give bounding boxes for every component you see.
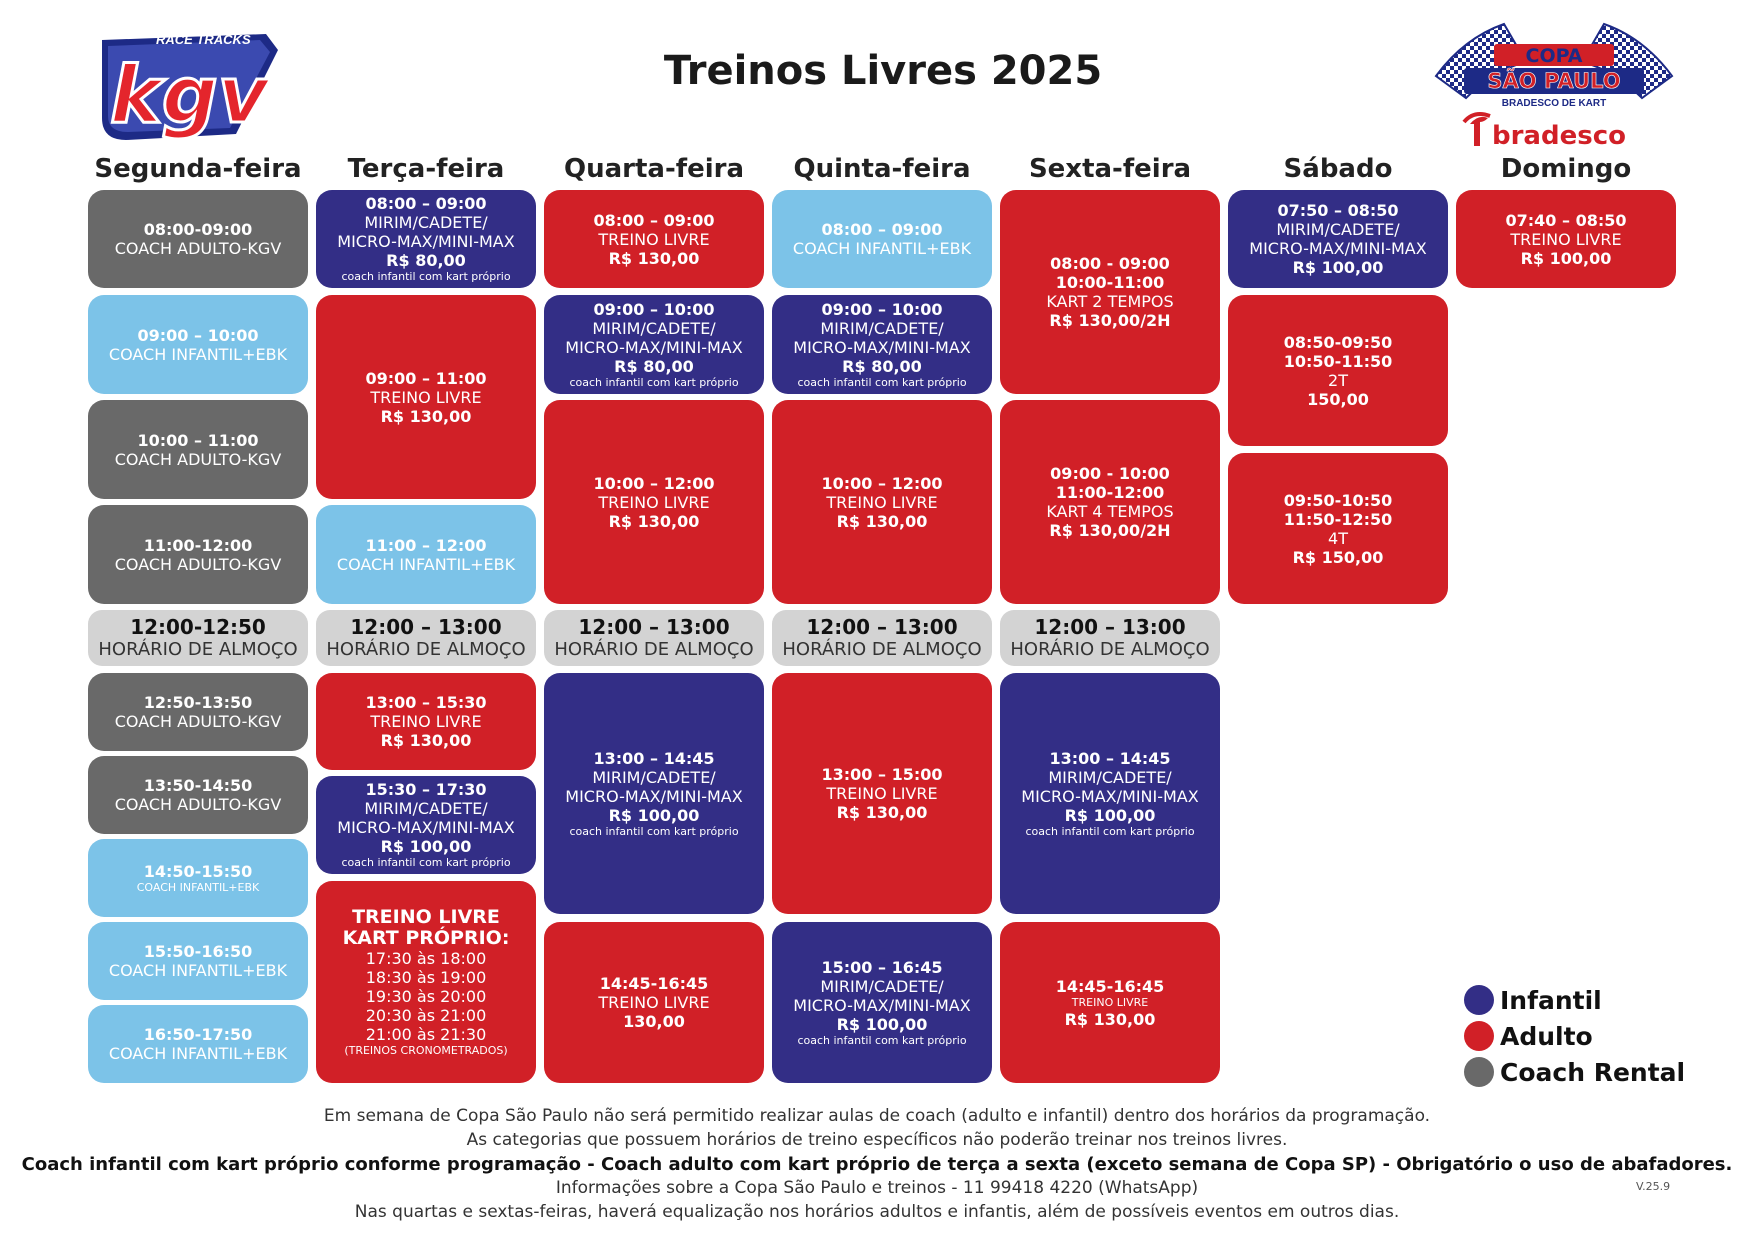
block-line: coach infantil com kart próprio [569,824,739,838]
block-line: TREINO LIVRE [1510,229,1622,249]
schedule-block [1000,922,1220,1083]
block-line: 12:00 – 13:00 [350,615,502,639]
block-line: MIRIM/CADETE/ [1276,220,1400,239]
block-line: 07:50 – 08:50 [1277,201,1399,220]
block-line: HORÁRIO DE ALMOÇO [1010,639,1210,660]
block-line: R$ 150,00 [1292,547,1384,567]
block-line: R$ 130,00 [608,511,700,531]
block-line: 08:00 – 09:00 [821,220,943,239]
block-line: 09:00 - 10:00 [1050,464,1170,483]
legend-label: Coach Rental [1500,1057,1686,1087]
block-line: COACH ADULTO-KGV [114,239,282,258]
schedule-block [316,505,536,604]
block-line: coach infantil com kart próprio [797,375,967,389]
block-line: 09:00 – 10:00 [593,299,715,319]
schedule-block [1000,190,1220,394]
block-line: TREINO LIVRE [826,492,938,512]
version-label: V.25.9 [1636,1180,1671,1193]
block-line: MIRIM/CADETE/ [820,318,944,338]
block-line: 09:50-10:50 [1283,490,1393,510]
block-line: COACH INFANTIL+EBK [108,961,288,980]
block-line: MIRIM/CADETE/ [364,213,488,232]
block-line: 08:00 - 09:00 [1050,254,1170,273]
block-line: MIRIM/CADETE/ [364,799,488,818]
day-header: Domingo [1500,154,1632,184]
block-line: 13:00 – 15:00 [821,765,943,784]
block-line: 09:00 – 10:00 [821,299,943,319]
legend-item [1464,1054,1685,1090]
block-line: R$ 130,00 [608,248,700,268]
block-line: 14:50-15:50 [143,861,253,881]
block-line: TREINO LIVRE [352,905,500,928]
block-line: COACH INFANTIL+EBK [136,880,260,894]
day-header: Quarta-feira [564,154,744,184]
block-line: COACH INFANTIL+EBK [792,239,972,258]
block-line: 13:50-14:50 [143,776,253,795]
block-line: coach infantil com kart próprio [341,270,511,283]
block-line: MICRO-MAX/MINI-MAX [565,337,743,357]
block-line: 13:00 – 14:45 [593,748,715,768]
block-line: 12:50-13:50 [143,693,253,712]
logo-copa-text: COPA [1525,45,1583,67]
lunch-break-block [316,610,536,666]
schedule-block [316,776,536,874]
schedule-block [88,1005,308,1083]
schedule-block [316,673,536,770]
block-line: KART 4 TEMPOS [1046,502,1174,521]
block-line: 12:00-12:50 [130,615,266,639]
block-line: 08:00-09:00 [143,220,253,239]
block-line: MIRIM/CADETE/ [820,976,944,996]
schedule-block [544,400,764,604]
footer-note-2: As categorias que possuem horários de treino específicos não poderão treinar nos treinos livres. [466,1130,1288,1150]
block-line: R$ 130,00/2H [1049,521,1171,540]
block-line: TREINO LIVRE [1071,995,1149,1009]
block-line: MIRIM/CADETE/ [1048,767,1172,787]
footer-note-5: Nas quartas e sextas-feiras, haverá equalização nos horários adultos e infantis, além de possíveis eventos em outros dias. [354,1202,1400,1222]
block-line: COACH ADULTO-KGV [114,554,282,574]
block-line: 15:50-16:50 [143,942,253,961]
block-line: 150,00 [1307,389,1369,409]
block-line: (TREINOS CRONOMETRADOS) [344,1043,508,1057]
block-line: 07:40 – 08:50 [1505,210,1627,230]
schedule-block [88,756,308,834]
footer-note-1: Em semana de Copa São Paulo não será permitido realizar aulas de coach (adulto e infantil) dentro dos horários da programação. [323,1106,1431,1126]
schedule-block [772,922,992,1083]
block-line: coach infantil com kart próprio [1025,824,1195,838]
block-line: MICRO-MAX/MINI-MAX [565,786,743,806]
block-line: R$ 130,00 [1064,1009,1156,1029]
block-line: 17:30 às 18:00 [365,948,487,968]
block-line: 13:00 – 14:45 [1049,748,1171,768]
block-line: COACH INFANTIL+EBK [336,554,516,574]
schedule-block [1456,190,1676,288]
day-header: Terça-feira [347,154,505,184]
schedule-block [316,190,536,288]
block-line: TREINO LIVRE [370,387,482,407]
bradesco-tree-icon [1464,114,1490,146]
lunch-break-block [1000,610,1220,666]
schedule-block [544,190,764,288]
day-header: Sábado [1283,154,1393,184]
block-line: 11:50-12:50 [1283,509,1393,529]
block-line: TREINO LIVRE [598,993,710,1012]
block-line: HORÁRIO DE ALMOÇO [98,639,298,660]
block-line: 21:00 às 21:30 [365,1024,487,1044]
block-line: 08:50-09:50 [1283,332,1393,352]
block-line: R$ 100,00 [608,805,700,825]
block-line: R$ 100,00 [1292,258,1384,277]
block-line: HORÁRIO DE ALMOÇO [554,639,754,660]
block-line: MICRO-MAX/MINI-MAX [793,995,971,1015]
block-line: 10:00 – 12:00 [593,473,715,493]
kgv-logo-small-text: RACE TRACKS [156,32,251,47]
day-header: Sexta-feira [1028,154,1192,184]
schedule-block [88,505,308,604]
block-line: R$ 100,00 [1064,805,1156,825]
schedule-block [544,295,764,394]
block-line: 08:00 – 09:00 [365,194,487,213]
logo-bradesco-de-kart-text: BRADESCO DE KART [1501,98,1607,109]
block-line: 15:30 – 17:30 [365,780,487,799]
schedule-block [772,400,992,604]
bradesco-text: bradesco [1492,121,1626,150]
block-line: 09:00 – 10:00 [137,325,259,345]
legend-dot-icon [1464,985,1494,1015]
block-line: MIRIM/CADETE/ [592,767,716,787]
block-line: 10:00-11:00 [1055,273,1165,292]
block-line: MICRO-MAX/MINI-MAX [1249,239,1427,258]
legend-dot-icon [1464,1021,1494,1051]
block-line: 15:00 – 16:45 [821,957,943,977]
schedule-block [1228,453,1448,604]
schedule-block [88,922,308,1000]
block-line: MICRO-MAX/MINI-MAX [793,337,971,357]
block-line: TREINO LIVRE [826,784,938,803]
block-line: COACH INFANTIL+EBK [108,344,288,364]
block-line: coach infantil com kart próprio [341,856,511,869]
block-line: COACH ADULTO-KGV [114,449,282,469]
lunch-break-block [88,610,308,666]
schedule-block [772,673,992,914]
block-line: 20:30 às 21:00 [365,1005,487,1025]
block-line: MICRO-MAX/MINI-MAX [337,232,515,251]
block-line: MICRO-MAX/MINI-MAX [1021,786,1199,806]
schedule-block [316,295,536,499]
block-line: KART 2 TEMPOS [1046,292,1174,311]
block-line: R$ 100,00 [1520,248,1612,268]
block-line: 16:50-17:50 [143,1025,253,1044]
block-line: R$ 130,00 [836,511,928,531]
block-line: R$ 130,00 [836,803,928,822]
schedule-block [88,295,308,394]
schedule-block [544,673,764,914]
block-line: R$ 100,00 [380,837,472,856]
block-line: 10:50-11:50 [1283,351,1393,371]
schedule-block [88,673,308,751]
day-header: Quinta-feira [793,154,971,184]
schedule-block [1000,400,1220,604]
block-line: R$ 80,00 [386,251,466,270]
block-line: coach infantil com kart próprio [797,1033,967,1047]
schedule-block [1228,295,1448,446]
lunch-break-block [772,610,992,666]
block-line: 4T [1328,528,1348,548]
block-line: R$ 100,00 [836,1014,928,1034]
schedule-block [316,881,536,1083]
block-line: 19:30 às 20:00 [365,986,487,1006]
block-line: 11:00-12:00 [1055,483,1165,502]
block-line: 12:00 – 13:00 [806,615,958,639]
block-line: TREINO LIVRE [598,229,710,249]
schedule-block [1000,673,1220,914]
block-line: R$ 80,00 [614,356,694,376]
block-line: 18:30 às 19:00 [365,967,487,987]
block-line: 14:45-16:45 [1055,976,1165,996]
logo-sao-paulo-text: SÃO PAULO [1487,69,1621,93]
block-line: R$ 130,00/2H [1049,311,1171,330]
block-line: MIRIM/CADETE/ [592,318,716,338]
block-line: R$ 130,00 [380,406,472,426]
block-line: TREINO LIVRE [598,492,710,512]
schedule-block [544,922,764,1083]
block-line: COACH INFANTIL+EBK [108,1044,288,1063]
legend-label: Infantil [1500,985,1602,1015]
block-line: 130,00 [623,1012,685,1031]
block-line: 13:00 – 15:30 [365,693,487,712]
block-line: TREINO LIVRE [370,712,482,731]
block-line: R$ 80,00 [842,356,922,376]
legend-item [1464,1018,1593,1054]
schedule-block [88,400,308,499]
block-line: 10:00 – 11:00 [137,430,259,450]
block-line: 10:00 – 12:00 [821,473,943,493]
block-line: 08:00 – 09:00 [593,210,715,230]
legend-label: Adulto [1500,1021,1593,1051]
block-line: 11:00 – 12:00 [365,535,487,555]
schedule-block [772,295,992,394]
block-line: COACH ADULTO-KGV [114,795,282,814]
schedule-block [88,190,308,288]
footer-note-3: Coach infantil com kart próprio conforme programação - Coach adulto com kart próprio de terça a sexta (exceto semana de Copa SP) - Obrigatório o uso de abafadores. [21,1154,1733,1175]
block-line: KART PRÓPRIO: [342,926,510,949]
block-line: 09:00 – 11:00 [365,368,487,388]
day-header: Segunda-feira [94,154,302,184]
block-line: MICRO-MAX/MINI-MAX [337,818,515,837]
kgv-logo-text: kgv [110,51,269,141]
page-title: Treinos Livres 2025 [663,48,1103,94]
footer-note-4: Informações sobre a Copa São Paulo e treinos - 11 99418 4220 (WhatsApp) [555,1178,1199,1198]
block-line: COACH ADULTO-KGV [114,712,282,731]
lunch-break-block [544,610,764,666]
block-line: R$ 130,00 [380,731,472,750]
block-line: 2T [1328,370,1348,390]
block-line: HORÁRIO DE ALMOÇO [782,639,982,660]
block-line: 14:45-16:45 [599,974,709,993]
block-line: coach infantil com kart próprio [569,375,739,389]
schedule-block [772,190,992,288]
schedule-block [88,839,308,917]
schedule-block [1228,190,1448,288]
block-line: 12:00 – 13:00 [578,615,730,639]
legend-item [1464,982,1602,1018]
block-line: 11:00-12:00 [143,535,253,555]
legend-dot-icon [1464,1057,1494,1087]
block-line: HORÁRIO DE ALMOÇO [326,639,526,660]
block-line: 12:00 – 13:00 [1034,615,1186,639]
